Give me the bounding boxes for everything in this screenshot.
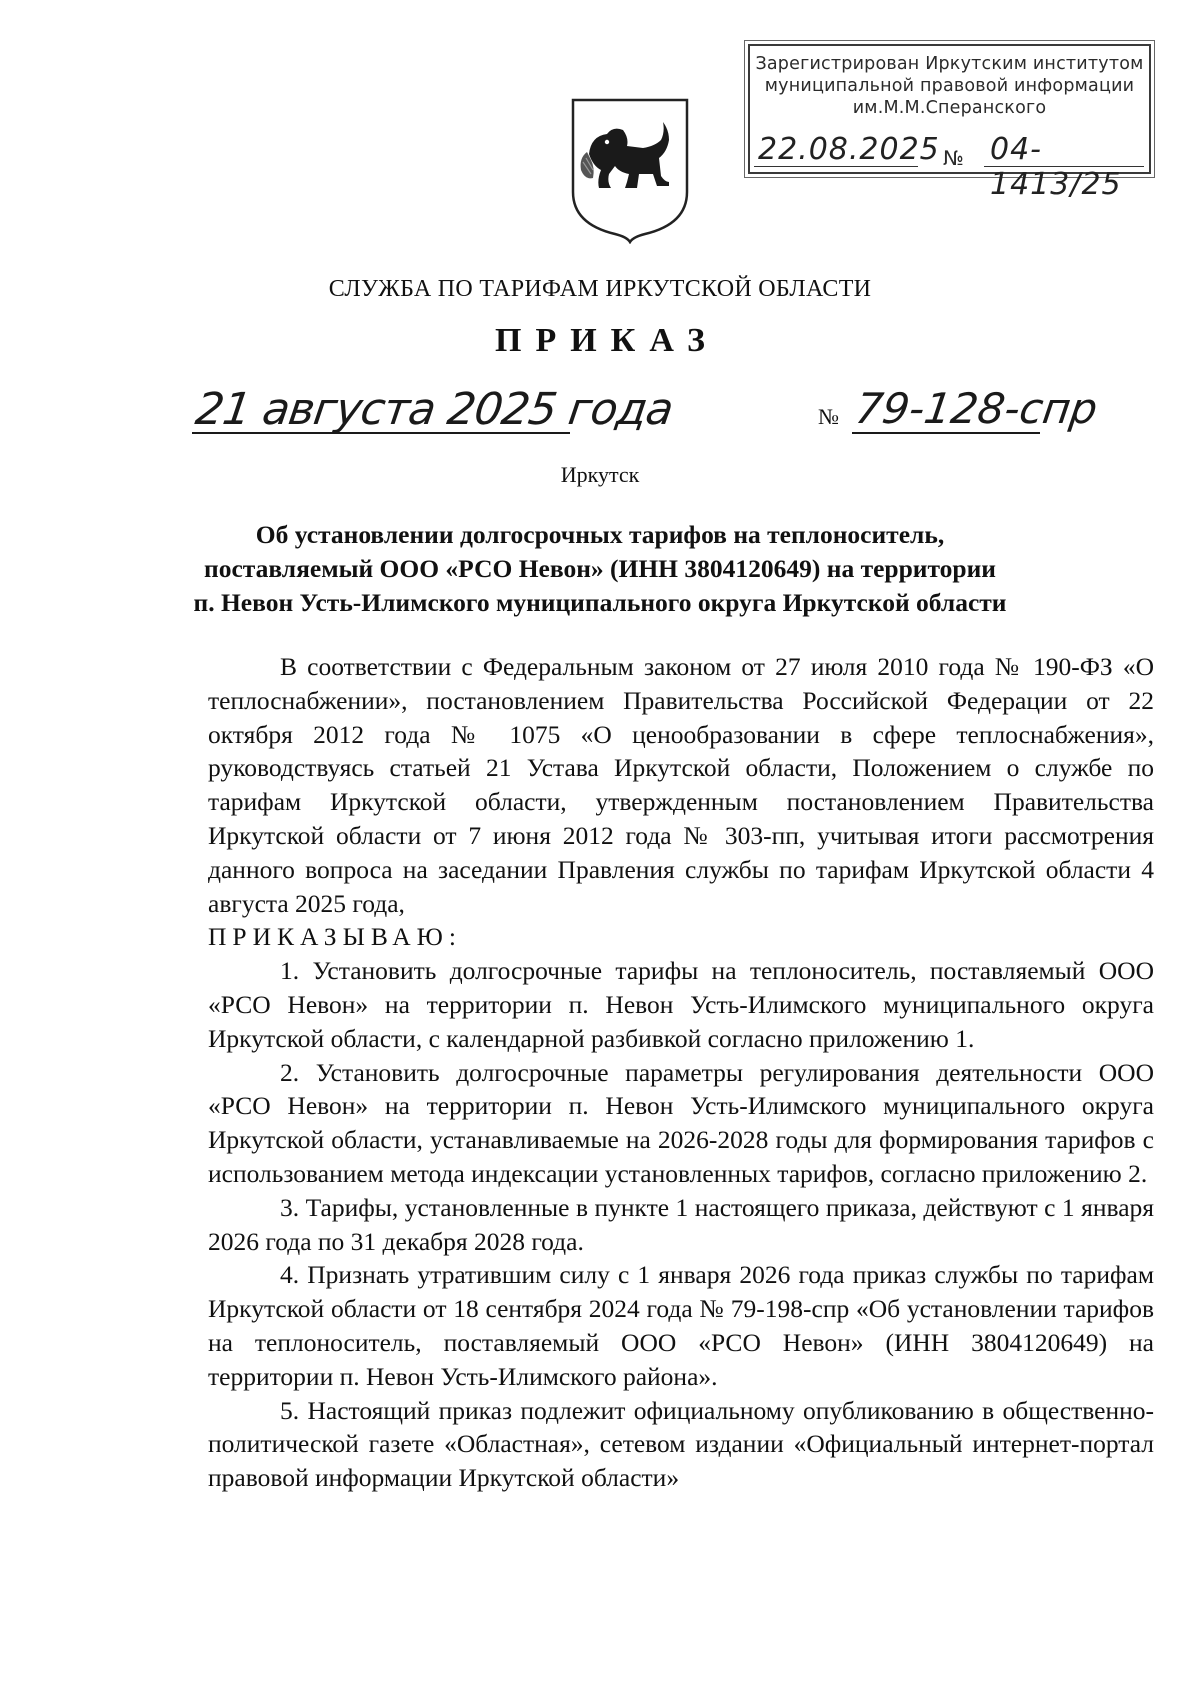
order-number-label: №: [818, 404, 839, 429]
stamp-line-2: муниципальной правовой информации: [764, 76, 1135, 96]
item-1-paragraph: 1. Установить долгосрочные тарифы на теплоноситель, поставляемый ООО «РСО Невон» на территории п. Невон Усть-Илимского муниципального округа Иркутской области, с календарной разбивкой согласно приложению 1.: [208, 956, 1154, 1053]
heading-line-1: Об установлении долгосрочных тарифов на теплоноситель,: [255, 520, 945, 549]
stamp-line-3: им.М.М.Сперанского: [852, 98, 1047, 118]
item-3-paragraph: 3. Тарифы, установленные в пункте 1 настоящего приказа, действуют с 1 января 2026 года по 31 декабря 2028 года.: [208, 1192, 1154, 1256]
decree-word: ПРИКАЗЫВАЮ:: [208, 922, 462, 952]
document-type-title: ПРИКАЗ: [495, 322, 719, 359]
authority-name: СЛУЖБА ПО ТАРИФАМ ИРКУТСКОЙ ОБЛАСТИ: [328, 276, 872, 302]
stamp-number: 04-1413/25: [990, 132, 1122, 202]
item-5-paragraph: 5. Настоящий приказ подлежит официальному опубликованию в общественно-политической газете «Областная», сетевом издании «Официальный интернет-портал правовой информации Иркутской области»: [208, 1395, 1154, 1493]
order-body: [208, 650, 1154, 1495]
handwritten-date: 21 августа 2025 года: [192, 384, 676, 435]
handwritten-order-number: 79-128-спр: [852, 384, 1101, 433]
stamp-date-underline: [754, 166, 918, 167]
stamp-number-label: №: [943, 146, 964, 170]
order-number-underline: [852, 432, 1040, 434]
item-4-paragraph: 4. Признать утратившим силу с 1 января 2026 года приказ службы по тарифам Иркутской области от 18 сентября 2024 года № 79-198-спр «Об установлении тарифов на теплоноситель, поставляемый ООО «РСО Невон» (ИНН 3804120649) на территории п. Невон Усть-Илимского района».: [208, 1260, 1154, 1391]
heading-line-2: поставляемый ООО «РСО Невон» (ИНН 3804120649) на территории: [204, 554, 996, 583]
stamp-date: 22.08.2025: [758, 132, 940, 167]
stamp-number-underline: [984, 166, 1144, 167]
order-heading: [0, 518, 1200, 620]
coat-of-arms-emblem: [569, 96, 691, 244]
preamble-paragraph: В соответствии с Федеральным законом от 27 июля 2010 года № 190-ФЗ «О теплоснабжении», постановлением Правительства Российской Федерации от 22 октября 2012 года № 1075 «О ценообразовании в сфере теплоснабжения», руководствуясь статьей 21 Устава Иркутской области, Положением о службе по тарифам Иркутской области, утвержденным постановлением Правительства Иркутской области от 7 июня 2012 года № 303-пп, учитывая итоги рассмотрения данного вопроса на заседании Правления службы по тарифам Иркутской области 4 августа 2025 года,: [208, 652, 1154, 918]
date-underline: [192, 432, 570, 434]
stamp-line-1: Зарегистрирован Иркутским институтом: [755, 54, 1144, 74]
heading-line-3: п. Невон Усть-Илимского муниципального округа Иркутской области: [193, 588, 1007, 617]
city-name: Иркутск: [560, 462, 640, 487]
registration-stamp: [748, 44, 1151, 202]
item-2-paragraph: 2. Установить долгосрочные параметры регулирования деятельности ООО «РСО Невон» на территории п. Невон Усть-Илимского муниципального округа Иркутской области, устанавливаемые на 2026-2028 годы для формирования тарифов с использованием метода индексации установленных тарифов, согласно приложению 2.: [208, 1057, 1154, 1188]
